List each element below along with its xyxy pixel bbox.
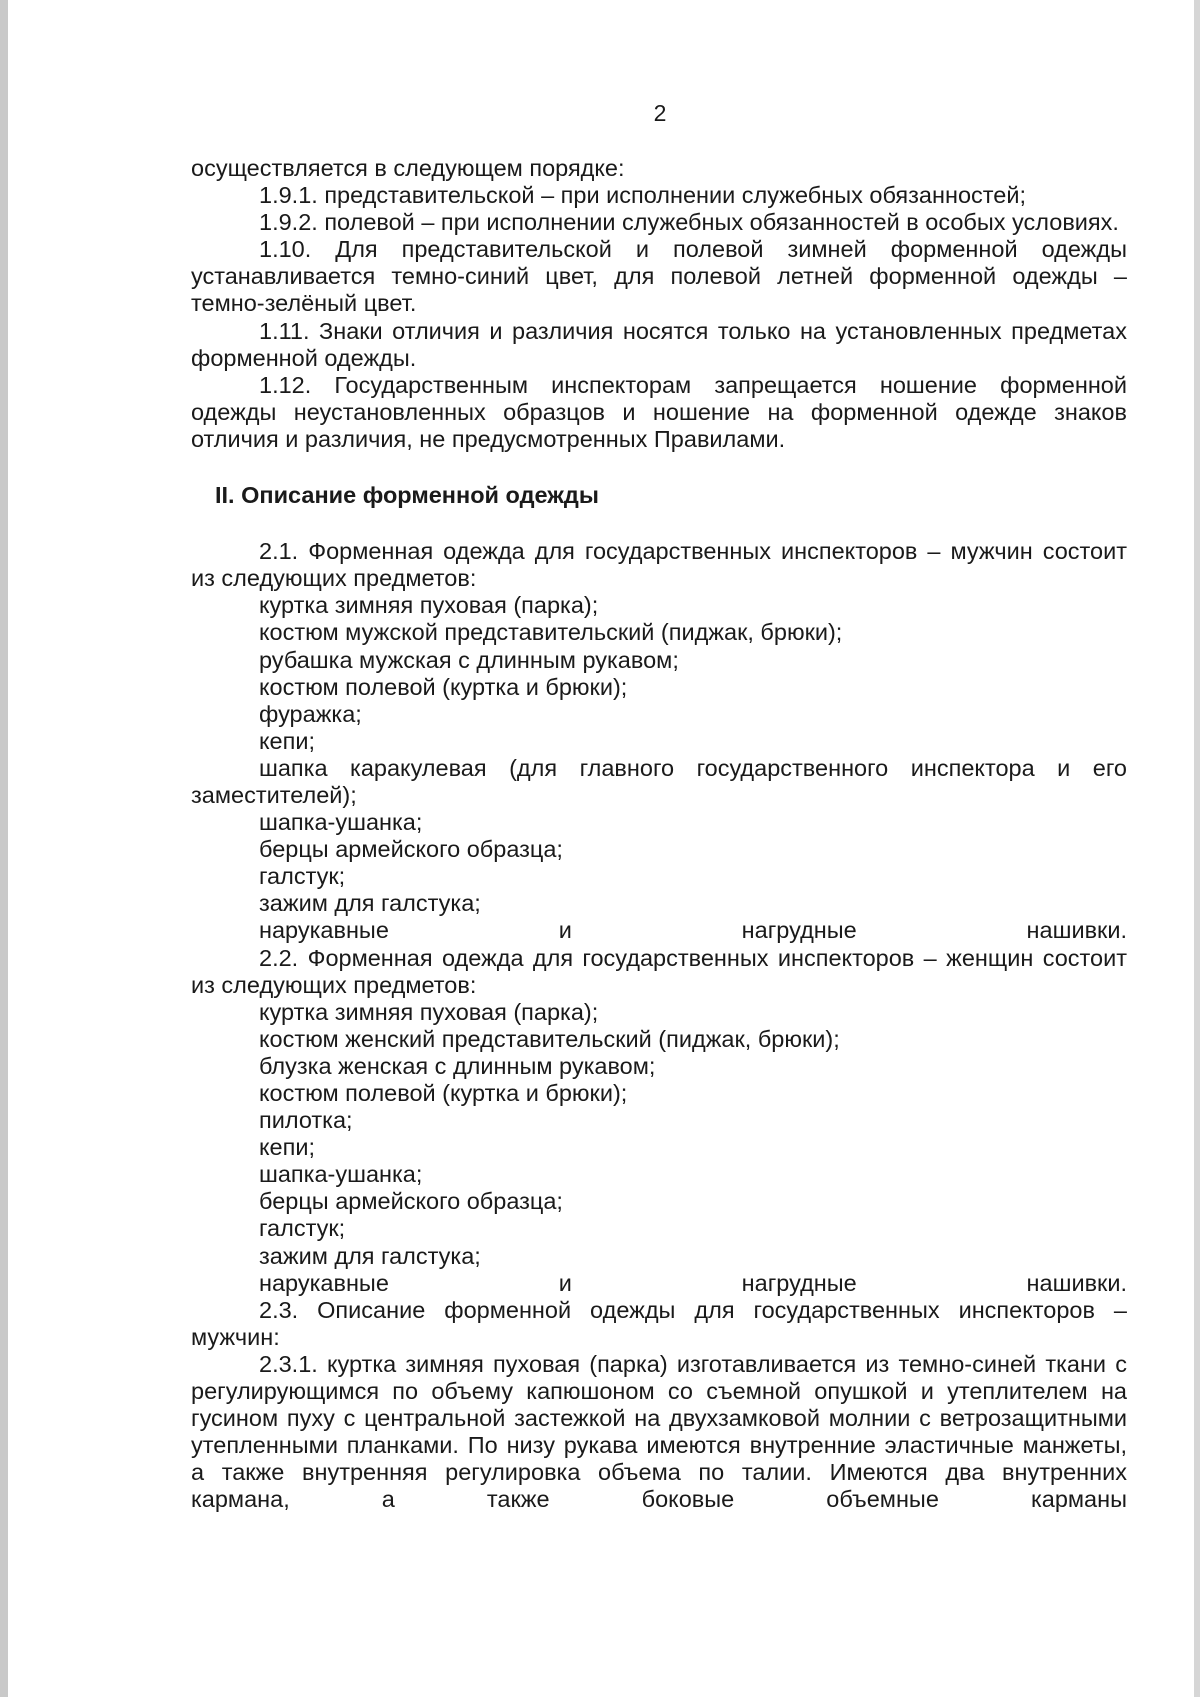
list-item: зажим для галстука; (259, 890, 481, 917)
list-item: галстук; (259, 863, 346, 890)
men-items-list (191, 592, 1127, 944)
paragraph-2-3-1: 2.3.1. куртка зимняя пуховая (парка) изготавливается из темно-синей ткани с регулирующимся по объему капюшоном со съемной опушкой и утеплителем на гусином пуху с центральной застежкой на двухзамковой молнии с ветрозащитными утепленными планками. По низу рукава имеются внутренние эластичные манжеты, а также внутренняя регулировка объема по талии. Имеются два внутренних кармана, а также боковые объемные карманы (191, 1350, 1127, 1513)
list-item: куртка зимняя пуховая (парка); (259, 998, 599, 1025)
list-item: шапка каракулевая (для главного государственного инспектора и его заместителей); (191, 754, 1127, 808)
page-number: 2 (653, 100, 667, 126)
list-item: нарукавные и нагрудные нашивки. (259, 917, 1127, 944)
list-item: костюм полевой (куртка и брюки); (259, 1080, 628, 1106)
list-item: галстук; (259, 1215, 346, 1242)
paragraph-1-11: 1.11. Знаки отличия и различия носятся только на установленных предметах форменной одежды. (191, 317, 1127, 371)
list-item: берцы армейского образца; (259, 836, 563, 863)
list-item: рубашка мужская с длинным рукавом; (259, 646, 679, 673)
list-item: костюм женский представительский (пиджак, брюки); (259, 1025, 840, 1052)
list-item: костюм полевой (куртка и брюки); (259, 673, 628, 700)
list-item: кепи; (259, 1134, 315, 1161)
list-item: шапка-ушанка; (259, 1161, 423, 1188)
paragraph-1-10: 1.10. Для представительской и полевой зимней форменной одежды устанавливается темно-синий цвет, для полевой летней форменной одежды – темно-зелёный цвет. (191, 236, 1127, 317)
scan-right-edge (1194, 0, 1200, 1697)
list-item: зажим для галстука; (259, 1242, 481, 1269)
paragraph-1-9-2: 1.9.2. полевой – при исполнении служебных обязанностей в особых условиях. (259, 209, 1119, 236)
list-item: фуражка; (259, 700, 362, 727)
list-item: кепи; (259, 727, 315, 754)
paragraph-1-9-intro: осуществляется в следующем порядке: (191, 155, 625, 181)
list-item: костюм мужской представительский (пиджак, брюки); (259, 619, 843, 646)
list-item: пилотка; (259, 1107, 353, 1134)
paragraph-2-1: 2.1. Форменная одежда для государственных инспекторов – мужчин состоит из следующих предметов: (191, 538, 1127, 592)
list-item: берцы армейского образца; (259, 1188, 563, 1215)
paragraph-2-2: 2.2. Форменная одежда для государственных инспекторов – женщин состоит из следующих предметов: (191, 944, 1127, 998)
list-item: шапка-ушанка; (259, 809, 423, 836)
list-item: куртка зимняя пуховая (парка); (259, 592, 599, 619)
women-items-list (191, 999, 1127, 1297)
section-heading: II. Описание форменной одежды (215, 482, 599, 509)
paragraph-1-9-1: 1.9.1. представительской – при исполнении служебных обязанностей; (259, 182, 1026, 209)
document-body (191, 155, 1127, 1514)
paragraph-2-3: 2.3. Описание форменной одежды для государственных инспекторов – мужчин: (191, 1296, 1127, 1350)
paragraph-1-12: 1.12. Государственным инспекторам запрещается ношение форменной одежды неустановленных образцов и ношение на форменной одежде знаков отличия и различия, не предусмотренных Правилами. (191, 371, 1127, 452)
list-item: нарукавные и нагрудные нашивки. (259, 1269, 1127, 1296)
list-item: блузка женская с длинным рукавом; (259, 1052, 656, 1079)
scan-left-edge (0, 0, 8, 1697)
